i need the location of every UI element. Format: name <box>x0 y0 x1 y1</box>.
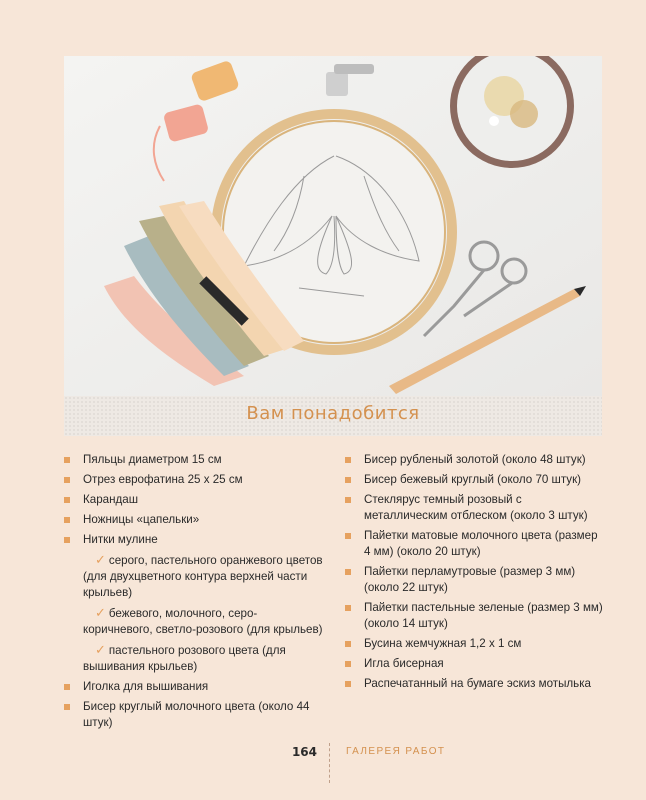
list-item: Бисер круглый молочного цвета (около 44 штук) <box>64 699 326 731</box>
bullet-icon <box>64 477 70 483</box>
materials-list-right <box>345 452 607 696</box>
bullet-icon <box>64 537 70 543</box>
sub-list-item: ✓ пастельного розового цвета (для вышивания крыльев) <box>83 642 286 673</box>
sub-list-item: ✓ бежевого, молочного, серо-коричневого, светло-розового (для крыльев) <box>83 605 323 636</box>
bullet-icon <box>345 533 351 539</box>
checkmark-icon: ✓ <box>95 642 106 657</box>
materials-photo <box>64 56 602 396</box>
checkmark-icon: ✓ <box>95 552 106 567</box>
page-footer <box>0 745 646 765</box>
checkmark-icon: ✓ <box>95 605 106 620</box>
materials-list-left <box>64 452 326 735</box>
footer-divider <box>329 743 330 783</box>
bullet-icon <box>345 457 351 463</box>
list-item: Бисер рубленый золотой (около 48 штук) <box>345 452 607 468</box>
bullet-icon <box>64 684 70 690</box>
list-item: Отрез еврофатина 25 х 25 см <box>64 472 326 488</box>
page-number: 164 <box>291 745 317 759</box>
list-item: Игла бисерная <box>345 656 607 672</box>
list-item: Пяльцы диаметром 15 см <box>64 452 326 468</box>
list-item: Пайетки перламутровые (размер 3 мм) (около 22 штук) <box>345 564 607 596</box>
bullet-icon <box>345 497 351 503</box>
list-item: Карандаш <box>64 492 326 508</box>
bullet-icon <box>64 457 70 463</box>
embroidery-photo-illustration <box>64 56 602 396</box>
list-item: Нитки мулине <box>64 532 326 548</box>
bullet-icon <box>345 641 351 647</box>
bullet-icon <box>345 605 351 611</box>
list-item: Пайетки пастельные зеленые (размер 3 мм) (около 14 штук) <box>345 600 607 632</box>
sub-list-item: ✓ серого, пастельного оранжевого цветов (для двухцветного контура верхней части крыльев) <box>83 552 323 599</box>
list-item: Ножницы «цапельки» <box>64 512 326 528</box>
list-item: Пайетки матовые молочного цвета (размер 4 мм) (около 20 штук) <box>345 528 607 560</box>
section-banner <box>64 396 602 436</box>
list-item: Бусина жемчужная 1,2 х 1 см <box>345 636 607 652</box>
bullet-icon <box>345 661 351 667</box>
bullet-icon <box>345 569 351 575</box>
banner-title: Вам понадобится <box>246 403 420 424</box>
bullet-icon <box>345 681 351 687</box>
bullet-icon <box>64 704 70 710</box>
list-item: Распечатанный на бумаге эскиз мотылька <box>345 676 607 692</box>
bullet-icon <box>345 477 351 483</box>
list-item: Бисер бежевый круглый (около 70 штук) <box>345 472 607 488</box>
bullet-icon <box>64 497 70 503</box>
bullet-icon <box>64 517 70 523</box>
list-item: Стеклярус темный розовый с металлическим отблеском (около 3 штук) <box>345 492 607 524</box>
section-name: ГАЛЕРЕЯ РАБОТ <box>346 746 446 757</box>
list-item: Иголка для вышивания <box>64 679 326 695</box>
